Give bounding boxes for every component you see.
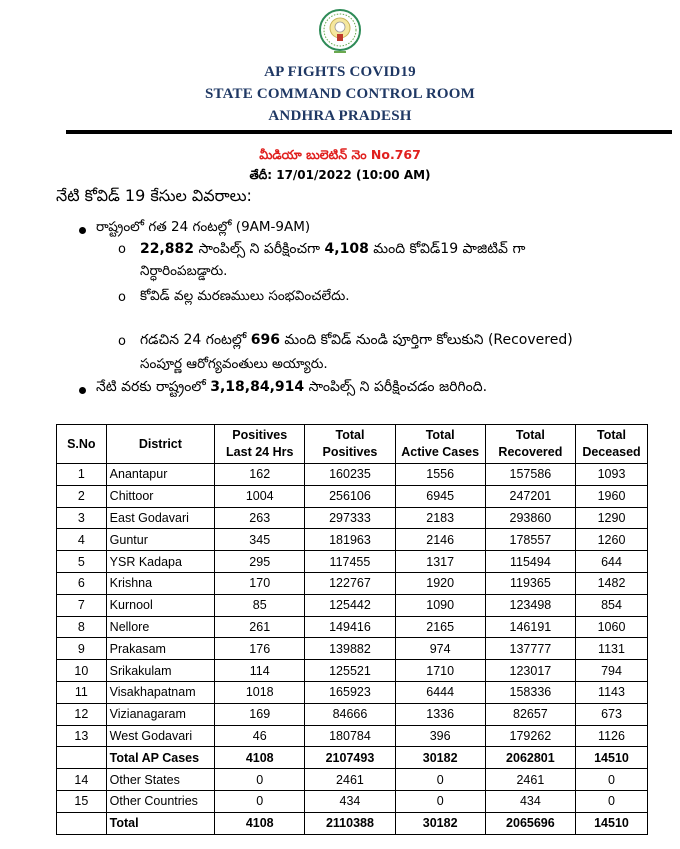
table-row: [57, 660, 648, 682]
cell-recovered: 158336: [485, 681, 575, 703]
positives-count: 4,108: [324, 241, 369, 257]
cell-district: Anantapur: [106, 464, 214, 486]
cell-active: 1920: [395, 572, 485, 594]
cell-total-positives: 434: [305, 790, 395, 812]
bulletin-number: మీడియా బులెటిన్ నెం No.767: [259, 147, 421, 162]
text: నేటి వరకు రాష్ట్రంలో: [96, 379, 211, 395]
cell-deceased: 14510: [576, 747, 648, 769]
col-header-active: Total Active Cases: [395, 425, 485, 464]
total-samples-count: 3,18,84,914: [210, 379, 305, 395]
cell-positives-24h: 1018: [215, 681, 305, 703]
header-title-line2: STATE COMMAND CONTROL ROOM: [204, 86, 476, 102]
cell-district: Total: [106, 812, 214, 834]
cell-sno: 4: [57, 529, 107, 551]
bullet-tests-24h: రాష్ట్రంలో గత 24 గంటల్లో (9AM-9AM): [96, 219, 311, 235]
header-title-line3: ANDHRA PRADESH: [268, 108, 412, 124]
cell-recovered: 434: [485, 790, 575, 812]
cell-recovered: 123498: [485, 594, 575, 616]
cell-deceased: 1290: [576, 507, 648, 529]
district-cases-table: [56, 424, 648, 835]
table-row: [57, 769, 648, 791]
cell-active: 1090: [395, 594, 485, 616]
sub-bullet-positives-cont: నిర్ధారింపబడ్డారు.: [140, 263, 228, 279]
cell-positives-24h: 263: [215, 507, 305, 529]
cell-sno: 12: [57, 703, 107, 725]
cell-deceased: 794: [576, 660, 648, 682]
cell-deceased: 1131: [576, 638, 648, 660]
sub-bullet-deaths: కోవిడ్ వల్ల మరణములు సంభవించలేదు.: [140, 288, 350, 304]
sub-bullet-positives: [140, 241, 525, 260]
table-row: [57, 703, 648, 725]
cell-total-positives: 297333: [305, 507, 395, 529]
cell-recovered: 2065696: [485, 812, 575, 834]
cell-total-positives: 125521: [305, 660, 395, 682]
col-header-deceased: Total Deceased: [576, 425, 648, 464]
cell-total-positives: 2107493: [305, 747, 395, 769]
bullet-icon: [79, 387, 86, 394]
table-row: [57, 790, 648, 812]
cell-deceased: 673: [576, 703, 648, 725]
cell-positives-24h: 46: [215, 725, 305, 747]
text: గడచిన 24 గంటల్లో: [140, 332, 251, 348]
col-header-positives-24h: Positives Last 24 Hrs: [215, 425, 305, 464]
bullet-icon: [79, 227, 86, 234]
sub-bullet-icon: o: [118, 334, 126, 349]
cell-active: 6444: [395, 681, 485, 703]
cell-total-positives: 125442: [305, 594, 395, 616]
cell-active: 2183: [395, 507, 485, 529]
table-row: [57, 638, 648, 660]
cell-active: 6945: [395, 485, 485, 507]
cell-active: 0: [395, 769, 485, 791]
cell-sno: 8: [57, 616, 107, 638]
header-title-line1: AP FIGHTS COVID19: [264, 64, 416, 80]
cell-positives-24h: 4108: [215, 747, 305, 769]
table-header-row: [57, 425, 648, 464]
cell-deceased: 1060: [576, 616, 648, 638]
cell-positives-24h: 85: [215, 594, 305, 616]
cell-district: Krishna: [106, 572, 214, 594]
text: సాంపిల్స్ ని పరీక్షించగా: [194, 241, 325, 257]
table-row: [57, 594, 648, 616]
cell-district: Other Countries: [106, 790, 214, 812]
cell-sno: 7: [57, 594, 107, 616]
cell-sno: 9: [57, 638, 107, 660]
cell-deceased: 1143: [576, 681, 648, 703]
cell-deceased: 1260: [576, 529, 648, 551]
table-row: [57, 551, 648, 573]
text: మంది కోవిడ్ నుండి పూర్తిగా కోలుకుని (Recovered): [279, 332, 573, 348]
table-row: [57, 616, 648, 638]
cell-deceased: 1126: [576, 725, 648, 747]
cell-positives-24h: 4108: [215, 812, 305, 834]
cell-recovered: 146191: [485, 616, 575, 638]
cell-recovered: 157586: [485, 464, 575, 486]
cell-recovered: 82657: [485, 703, 575, 725]
cell-district: Srikakulam: [106, 660, 214, 682]
cell-positives-24h: 1004: [215, 485, 305, 507]
cell-recovered: 178557: [485, 529, 575, 551]
cell-district: Visakhapatnam: [106, 681, 214, 703]
cell-positives-24h: 261: [215, 616, 305, 638]
cell-recovered: 123017: [485, 660, 575, 682]
cell-positives-24h: 176: [215, 638, 305, 660]
cell-district: Total AP Cases: [106, 747, 214, 769]
cell-positives-24h: 0: [215, 769, 305, 791]
cell-sno: 15: [57, 790, 107, 812]
cell-district: Kurnool: [106, 594, 214, 616]
cell-deceased: 644: [576, 551, 648, 573]
cell-active: 0: [395, 790, 485, 812]
cell-active: 1556: [395, 464, 485, 486]
cell-district: YSR Kadapa: [106, 551, 214, 573]
table-row: [57, 725, 648, 747]
cell-active: 1336: [395, 703, 485, 725]
cell-district: Guntur: [106, 529, 214, 551]
cell-total-positives: 165923: [305, 681, 395, 703]
cell-total-positives: 160235: [305, 464, 395, 486]
cell-recovered: 119365: [485, 572, 575, 594]
cell-district: Chittoor: [106, 485, 214, 507]
table-row: [57, 747, 648, 769]
sub-bullet-icon: o: [118, 242, 126, 257]
cell-sno: 1: [57, 464, 107, 486]
cell-district: Other States: [106, 769, 214, 791]
cell-sno: 10: [57, 660, 107, 682]
cell-deceased: 1482: [576, 572, 648, 594]
cell-district: Nellore: [106, 616, 214, 638]
cell-positives-24h: 295: [215, 551, 305, 573]
section-heading: నేటి కోవిడ్ 19 కేసుల వివరాలు:: [56, 186, 252, 205]
sub-bullet-recovered-cont: సంపూర్ణ ఆరోగ్యవంతులు అయ్యారు.: [140, 356, 328, 372]
cell-active: 30182: [395, 747, 485, 769]
cell-sno: 11: [57, 681, 107, 703]
cell-sno: 6: [57, 572, 107, 594]
cell-total-positives: 256106: [305, 485, 395, 507]
cell-sno: 13: [57, 725, 107, 747]
recovered-count: 696: [250, 332, 280, 348]
text: మంది కోవిడ్19 పాజిటివ్ గా: [368, 241, 526, 257]
cell-deceased: 14510: [576, 812, 648, 834]
cell-sno: 14: [57, 769, 107, 791]
cell-active: 2165: [395, 616, 485, 638]
cell-total-positives: 2110388: [305, 812, 395, 834]
col-header-sno: S.No: [57, 425, 107, 464]
cell-total-positives: 84666: [305, 703, 395, 725]
table-row: [57, 681, 648, 703]
cell-positives-24h: 169: [215, 703, 305, 725]
cell-active: 1317: [395, 551, 485, 573]
col-header-recovered: Total Recovered: [485, 425, 575, 464]
cell-district: Prakasam: [106, 638, 214, 660]
cell-positives-24h: 345: [215, 529, 305, 551]
andhra-pradesh-emblem-icon: [318, 8, 362, 56]
cell-deceased: 0: [576, 769, 648, 791]
cell-deceased: 1960: [576, 485, 648, 507]
table-row: [57, 485, 648, 507]
cell-total-positives: 122767: [305, 572, 395, 594]
cell-sno: 3: [57, 507, 107, 529]
sub-bullet-icon: o: [118, 290, 126, 305]
table-row: [57, 507, 648, 529]
col-header-district: District: [106, 425, 214, 464]
table-row: [57, 572, 648, 594]
cell-total-positives: 149416: [305, 616, 395, 638]
cell-positives-24h: 114: [215, 660, 305, 682]
bullet-total-samples: [96, 379, 487, 398]
table-row: [57, 529, 648, 551]
cell-sno: [57, 812, 107, 834]
cell-district: East Godavari: [106, 507, 214, 529]
cell-total-positives: 2461: [305, 769, 395, 791]
cell-total-positives: 180784: [305, 725, 395, 747]
cell-sno: [57, 747, 107, 769]
cell-total-positives: 117455: [305, 551, 395, 573]
col-header-total-positives: Total Positives: [305, 425, 395, 464]
cell-total-positives: 139882: [305, 638, 395, 660]
cell-district: Vizianagaram: [106, 703, 214, 725]
cell-active: 2146: [395, 529, 485, 551]
cell-deceased: 854: [576, 594, 648, 616]
cell-recovered: 2062801: [485, 747, 575, 769]
cell-positives-24h: 162: [215, 464, 305, 486]
cell-active: 30182: [395, 812, 485, 834]
cell-total-positives: 181963: [305, 529, 395, 551]
table-row: [57, 812, 648, 834]
cell-recovered: 137777: [485, 638, 575, 660]
cell-recovered: 2461: [485, 769, 575, 791]
cell-active: 396: [395, 725, 485, 747]
cell-sno: 2: [57, 485, 107, 507]
cell-active: 974: [395, 638, 485, 660]
cell-recovered: 115494: [485, 551, 575, 573]
cell-sno: 5: [57, 551, 107, 573]
header-divider: [66, 130, 672, 134]
cell-recovered: 293860: [485, 507, 575, 529]
samples-count: 22,882: [140, 241, 195, 257]
cell-district: West Godavari: [106, 725, 214, 747]
bulletin-date: తేదీ: 17/01/2022 (10:00 AM): [249, 168, 431, 182]
sub-bullet-recovered: [140, 332, 573, 351]
cell-deceased: 0: [576, 790, 648, 812]
cell-positives-24h: 0: [215, 790, 305, 812]
table-row: [57, 464, 648, 486]
cell-recovered: 179262: [485, 725, 575, 747]
cell-positives-24h: 170: [215, 572, 305, 594]
cell-active: 1710: [395, 660, 485, 682]
cell-recovered: 247201: [485, 485, 575, 507]
text: సాంపిల్స్ ని పరీక్షించడం జరిగింది.: [304, 379, 488, 395]
cell-deceased: 1093: [576, 464, 648, 486]
